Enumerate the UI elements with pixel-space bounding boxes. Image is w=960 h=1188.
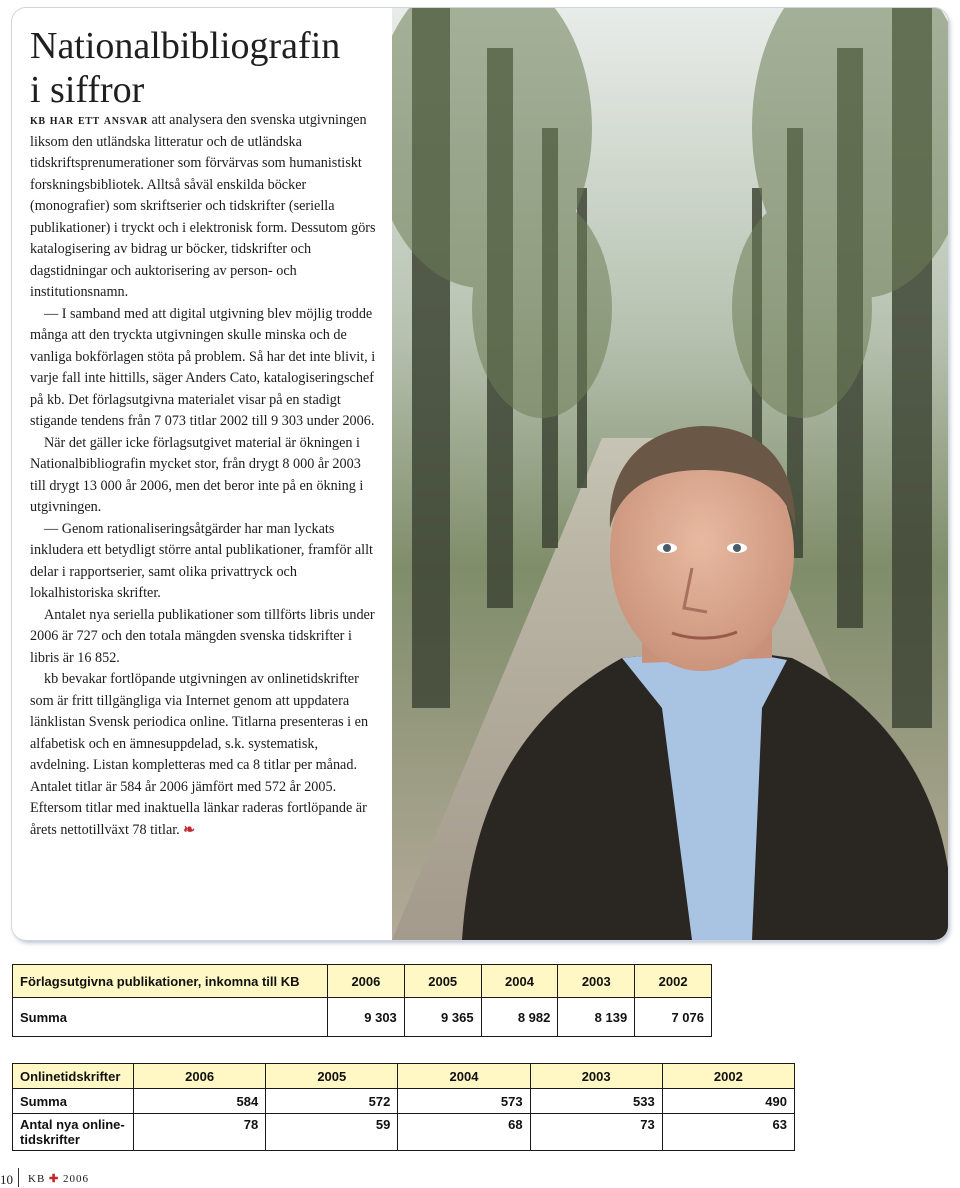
paragraph-5: Antalet nya seriella publikationer som tillförts libris under 2006 är 727 och den totala mängden svenska tidskrifter i libris är 16 852.	[30, 606, 375, 666]
table-header-row	[13, 965, 712, 998]
table-row	[13, 1114, 795, 1151]
table-header-cell: 2003	[558, 965, 635, 998]
table-header-cell: 2005	[266, 1064, 398, 1089]
footer-year: 2006	[63, 1173, 89, 1185]
table-cell: 9 365	[404, 998, 481, 1037]
footer-divider	[18, 1168, 19, 1187]
paragraph-1	[30, 110, 380, 304]
table-header-cell: 2004	[398, 1064, 530, 1089]
portrait-photo	[392, 8, 948, 940]
table-header-row	[13, 1064, 795, 1089]
page-title	[30, 24, 340, 112]
table-cell: 573	[398, 1089, 530, 1114]
paragraph-2: — I samband med att digital utgivning blev möjlig trodde många att den tryckta utgivningen skulle minska och de vanliga bokförlagen stöta på problem. Så har det inte blivit, i varje fall inte hittills, säger Anders Cato, katalogiseringschef på kb. Det förlagsutgivna materialet visar på en stadigt stigande tendens från 7 073 titlar 2002 till 9 303 under 2006.	[30, 305, 376, 429]
table-header-cell: 2002	[662, 1064, 794, 1089]
table-cell: 9 303	[328, 998, 405, 1037]
table-cell: Antal nya online-tidskrifter	[13, 1114, 134, 1151]
lead-in: kb har ett ansvar	[30, 112, 148, 128]
table-cell: 59	[266, 1114, 398, 1151]
article-body	[30, 110, 380, 841]
title-line-1: Nationalbibliografin	[30, 25, 341, 67]
footer-org	[28, 1172, 89, 1185]
table-header-cell: 2004	[481, 965, 558, 998]
publications-table	[12, 964, 712, 1037]
online-journals-table	[12, 1063, 795, 1151]
table-header-cell: 2006	[134, 1064, 266, 1089]
table-cell: 490	[662, 1089, 794, 1114]
table-header-cell: 2005	[404, 965, 481, 998]
table-header-cell: 2003	[530, 1064, 662, 1089]
table-cell: 7 076	[635, 998, 712, 1037]
page-footer	[0, 1168, 120, 1187]
table-header-cell: Onlinetidskrifter	[13, 1064, 134, 1089]
cross-icon: ✚	[49, 1173, 60, 1185]
paragraph-3: När det gäller icke förlagsutgivet material är ökningen i Nationalbibliografin mycket stor, från drygt 8 000 år 2003 till drygt 13 000 år 2006, men det beror inte på en ökning i utgivningen.	[30, 434, 364, 515]
table-cell: 78	[134, 1114, 266, 1151]
table-row	[13, 998, 712, 1037]
table-header-cell: Förlagsutgivna publikationer, inkomna till KB	[13, 965, 328, 998]
table-cell: 68	[398, 1114, 530, 1151]
title-line-2: i siffror	[30, 69, 145, 111]
table-row	[13, 1089, 795, 1114]
table-cell: 8 139	[558, 998, 635, 1037]
table-header-cell: 2006	[328, 965, 405, 998]
table-cell: 73	[530, 1114, 662, 1151]
table-cell: Summa	[13, 1089, 134, 1114]
table-header-cell: 2002	[635, 965, 712, 998]
paragraph-6-text: kb bevakar fortlöpande utgivningen av onlinetidskrifter som är fritt tillgängliga via Internet genom att uppdatera länklistan Svensk periodica online. Titlarna presenteras i en alfabetisk och en ämnesuppdelad, s.k. systematisk, avdelning. Listan kompletteras med ca 8 titlar per månad. Antalet titlar är 584 år 2006 jämfört med 572 år 2005. Eftersom titlar med inaktuella länkar raderas fortlöpande är årets nettotillväxt 78 titlar.	[30, 671, 369, 838]
end-mark-icon: ❧	[183, 821, 196, 838]
paragraph-4: — Genom rationaliseringsåtgärder har man lyckats inkludera ett betydligt större antal publikationer, framför allt delar i rapportserier, samt olika privattryck och lokalhistoriska skrifter.	[30, 520, 373, 601]
paragraph-6	[30, 669, 380, 841]
table-cell: 584	[134, 1089, 266, 1114]
paragraph-1-text: att analysera den svenska utgivningen liksom den utländska litteratur och de utländska tidskriftsprenumerationer som förvärvas som humanistiskt forskningsbibliotek. Alltså såväl enskilda böcker (monografier) som skriftserier och tidskrifter (seriella publikationer) i tryckt och i elektronisk form. Dessutom görs katalogisering av bidrag ur böcker, tidskrifter och dagstidningar och auktorisering av person- och institutionsnamn.	[30, 112, 376, 300]
page-number: 10	[0, 1172, 13, 1187]
table-cell: Summa	[13, 998, 328, 1037]
table-cell: 8 982	[481, 998, 558, 1037]
table-cell: 63	[662, 1114, 794, 1151]
footer-org-name: KB	[28, 1173, 46, 1185]
table-cell: 572	[266, 1089, 398, 1114]
table-cell: 533	[530, 1089, 662, 1114]
